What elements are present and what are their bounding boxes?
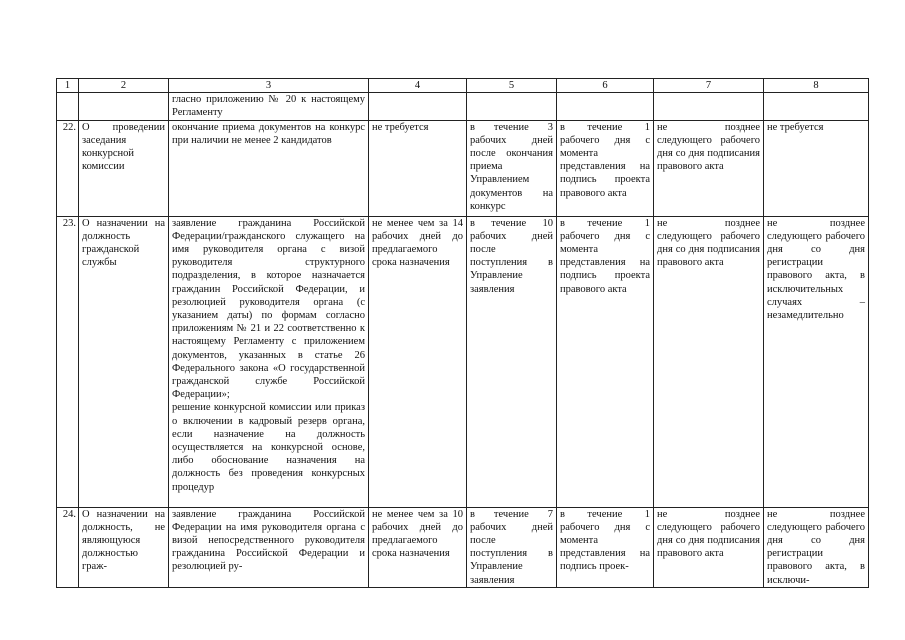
column-number: 3 [169,79,369,93]
table-row [57,93,869,120]
action-cell: О проведении заседания конкурсной комиссии [79,120,169,216]
signing-deadline-cell [557,93,654,120]
signing-deadline-cell: в течение 1 рабочего дня с момента представления на подпись проек- [557,507,654,587]
submission-deadline-cell: не требуется [369,120,467,216]
preparation-deadline-cell [467,93,557,120]
preparation-deadline-cell: в течение 7 рабочих дней после поступления в Управление заявления [467,507,557,587]
action-cell: О назначении на должность, не являющуюся должностью граж- [79,507,169,587]
row-number [57,93,79,120]
table-row [57,216,869,507]
registration-deadline-cell: не позднее следующего рабочего дня со дня подписания правового акта [654,216,764,507]
table-row [57,120,869,216]
action-cell: О назначении на должность гражданской службы [79,216,169,507]
row-number: 23. [57,216,79,507]
row-number: 22. [57,120,79,216]
column-number: 5 [467,79,557,93]
registration-deadline-cell [654,93,764,120]
row-number: 24. [57,507,79,587]
preparation-deadline-cell: в течение 10 рабочих дней после поступления в Управление заявления [467,216,557,507]
basis-cell: окончание приема документов на конкурс при наличии не менее 2 кандидатов [169,120,369,216]
preparation-deadline-cell: в течение 3 рабочих дней после окончания приема Управлением документов на конкурс [467,120,557,216]
basis-cell: заявление гражданина Российской Федерации на имя руководителя органа с визой непосредственного руководителя гражданина Российской Федерации и резолюцией ру- [169,507,369,587]
action-cell [79,93,169,120]
regulation-table [56,78,869,588]
column-number-row [57,79,869,93]
column-number: 1 [57,79,79,93]
submission-deadline-cell: не менее чем за 14 рабочих дней до предлагаемого срока назначения [369,216,467,507]
registration-deadline-cell: не позднее следующего рабочего дня со дня подписания правового акта [654,507,764,587]
column-number: 7 [654,79,764,93]
registration-deadline-cell: не позднее следующего рабочего дня со дня подписания правового акта [654,120,764,216]
column-number: 2 [79,79,169,93]
notification-deadline-cell: не позднее следующего рабочего дня со дня регистрации правового акта, в исключи- [764,507,869,587]
signing-deadline-cell: в течение 1 рабочего дня с момента представления на подпись проекта правового акта [557,216,654,507]
notification-deadline-cell [764,93,869,120]
submission-deadline-cell [369,93,467,120]
signing-deadline-cell: в течение 1 рабочего дня с момента представления на подпись проекта правового акта [557,120,654,216]
notification-deadline-cell: не требуется [764,120,869,216]
column-number: 6 [557,79,654,93]
table-row [57,507,869,587]
column-number: 8 [764,79,869,93]
submission-deadline-cell: не менее чем за 10 рабочих дней до предлагаемого срока назначения [369,507,467,587]
column-number: 4 [369,79,467,93]
notification-deadline-cell: не позднее следующего рабочего дня со дня регистрации правового акта, в исключительных случаях – незамедлительно [764,216,869,507]
basis-cell: гласно приложению № 20 к настоящему Регламенту [169,93,369,120]
basis-cell: заявление гражданина Российской Федерации/гражданского служащего на имя руководителя органа с визой руководителя структурного подразделения, в которое назначается гражданин Российской Федерации, и резолюцией руководителя органа (с указанием даты) по формам согласно приложениям № 21 и 22 соответственно к настоящему Регламенту с приложением документов, указанных в статье 26 Федерального закона «О государственной гражданской службе Российской Федерации»; решение конкурсной комиссии или приказ о включении в кадровый резерв органа, если назначение на должность осуществляется на конкурсной основе, либо обоснование назначения на должность без проведения конкурсных процедур [169,216,369,507]
